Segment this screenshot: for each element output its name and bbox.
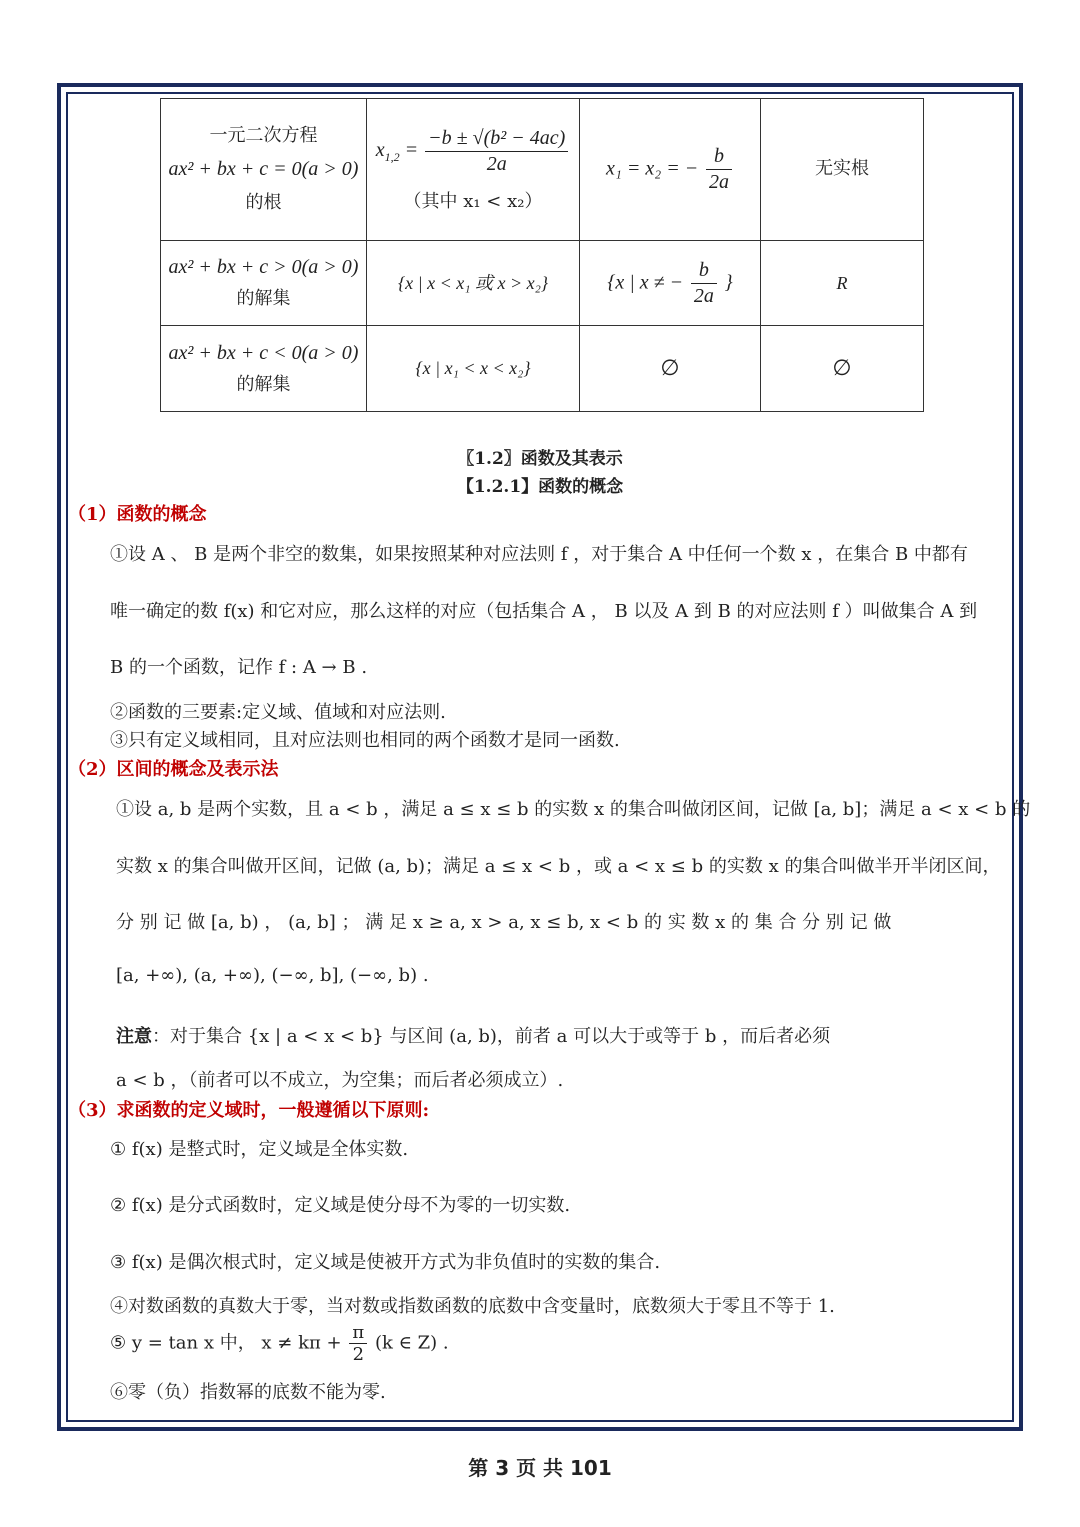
table-row <box>161 241 924 326</box>
rule-item: ① f(x) 是整式时，定义域是全体实数. <box>110 1139 409 1160</box>
paragraph-line: 唯一确定的数 f(x) 和它对应，那么这样的对应（包括集合 A ， B 以及 A 到 B 的对应法则 f ）叫做集合 A 到 <box>110 601 978 622</box>
note-line: 注意：对于集合 {x | a < x < b} 与区间 (a, b)，前者 a 可以大于或等于 b ，而后者必须 <box>116 1026 831 1047</box>
rule-item: ③ f(x) 是偶次根式时，定义域是使被开方式为非负值时的实数的集合. <box>110 1252 661 1273</box>
note-label: 注意 <box>116 1026 152 1047</box>
table-cell: ax² + bx + c < 0(a > 0) 的解集 <box>161 326 367 412</box>
page-footer: 第 3 页 共 101 <box>468 1456 612 1480</box>
table-cell: ax² + bx + c > 0(a > 0) 的解集 <box>161 241 367 326</box>
rule-item: ⑥零（负）指数幂的底数不能为零. <box>110 1382 386 1403</box>
paragraph-line: B 的一个函数，记作 f : A → B . <box>110 657 368 678</box>
paragraph-line: ①设 A 、 B 是两个非空的数集，如果按照某种对应法则 f ，对于集合 A 中任何一个数 x ，在集合 B 中都有 <box>110 544 968 565</box>
table-cell: ∅ <box>761 326 924 412</box>
table-cell: {x | x ≠ − $\frac{b}{2a}$ } <box>580 241 761 326</box>
table-cell: x₁ = x₂ = − $\frac{b}{2a}$ <box>580 99 761 241</box>
root-note: （其中 x₁ < x₂） <box>403 190 543 212</box>
table-cell <box>367 99 580 241</box>
table-row <box>161 99 924 241</box>
rule-item: ⑤ y = tan x 中， x ≠ kπ + $\frac{\pi}{2}$ (k ∈ Z) . <box>110 1322 449 1365</box>
heading-domain-rules: （3）求函数的定义域时，一般遵循以下原则: <box>68 1100 430 1121</box>
table-cell: ∅ <box>580 326 761 412</box>
paragraph-line: ③只有定义域相同，且对应法则也相同的两个函数才是同一函数. <box>110 730 620 751</box>
section-subtitle: 【1.2.1】函数的概念 <box>456 477 624 497</box>
rule-item: ④对数函数的真数大于零，当对数或指数函数的底数中含变量时，底数须大于零且不等于 1. <box>110 1296 835 1317</box>
heading-interval: （2）区间的概念及表示法 <box>68 759 279 780</box>
heading-function-concept: （1）函数的概念 <box>68 504 207 525</box>
table-cell: {x | x₁ < x < x₂} <box>367 326 580 412</box>
row-label: 的根 <box>245 192 282 213</box>
row-label-formula: ax² + bx + c = 0(a > 0) <box>168 158 359 180</box>
quadratic-table <box>160 98 924 412</box>
table-cell: R <box>761 241 924 326</box>
paragraph-line: 实数 x 的集合叫做开区间，记做 (a, b)；满足 a ≤ x < b ，或 a < x ≤ b 的实数 x 的集合叫做半开半闭区间， <box>116 856 1001 877</box>
table-cell: 无实根 <box>761 99 924 241</box>
section-title: 〖1.2〗函数及其表示 <box>457 449 623 469</box>
table-cell: {x | x < x₁ 或 x > x₂} <box>367 241 580 326</box>
paragraph-line: ①设 a, b 是两个实数，且 a < b ，满足 a ≤ x ≤ b 的实数 x 的集合叫做闭区间，记做 [a, b]；满足 a < x < b 的 <box>116 799 1031 820</box>
paragraph-line: [a, +∞), (a, +∞), (−∞, b], (−∞, b) . <box>116 965 429 986</box>
row-label: 一元二次方程 <box>209 124 318 146</box>
paragraph-line: 分 别 记 做 [a, b) ， (a, b] ； 满 足 x ≥ a, x > a, x ≤ b, x < b 的 实 数 x 的 集 合 分 别 记 做 <box>116 912 892 933</box>
table-row <box>161 326 924 412</box>
rule-item: ② f(x) 是分式函数时，定义域是使分母不为零的一切实数. <box>110 1195 571 1216</box>
table-cell <box>161 99 367 241</box>
note-line: a < b ，（前者可以不成立，为空集；而后者必须成立）. <box>116 1070 564 1091</box>
paragraph-line: ②函数的三要素:定义域、值域和对应法则. <box>110 702 446 723</box>
root-formula: $x_{1,2}$ = $\frac{\text{−b ± √(b² − 4ac)}}{2a}$ <box>371 126 575 177</box>
